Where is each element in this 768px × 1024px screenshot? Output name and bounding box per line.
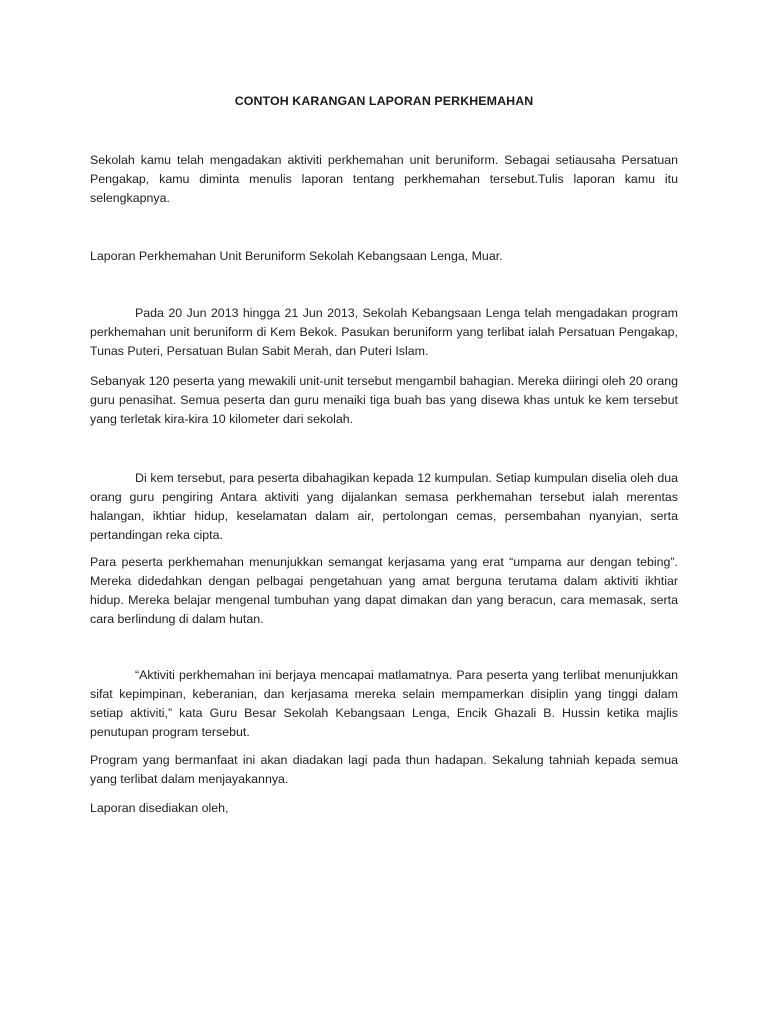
report-paragraph: Di kem tersebut, para peserta dibahagikan kepada 12 kumpulan. Setiap kumpulan diselia oleh dua orang guru pengiring Antara aktiviti yang dijalankan semasa perkhemahan tersebut ialah merentas halangan, ikhtiar hidup, keselamatan dalam air, pertolongan cemas, persembahan nyanyian, serta pertandingan reka cipta.: [90, 471, 678, 542]
report-signoff: Laporan disediakan oleh,: [90, 801, 229, 815]
report-heading: Laporan Perkhemahan Unit Beruniform Sekolah Kebangsaan Lenga, Muar.: [90, 249, 503, 263]
report-paragraph: Sebanyak 120 peserta yang mewakili unit-unit tersebut mengambil bahagian. Mereka diiringi oleh 20 orang guru penasihat. Semua peserta dan guru menaiki tiga buah bas yang disewa khas untuk ke kem tersebut yang terletak kira-kira 10 kilometer dari sekolah.: [90, 374, 678, 426]
task-instruction: Sekolah kamu telah mengadakan aktiviti perkhemahan unit beruniform. Sebagai setiausaha Persatuan Pengakap, kamu diminta menulis laporan tentang perkhemahan tersebut.Tulis laporan kamu itu selengkapnya.: [90, 153, 678, 205]
report-paragraph: Pada 20 Jun 2013 hingga 21 Jun 2013, Sekolah Kebangsaan Lenga telah mengadakan program perkhemahan unit beruniform di Kem Bekok. Pasukan beruniform yang terlibat ialah Persatuan Pengakap, Tunas Puteri, Persatuan Bulan Sabit Merah, dan Puteri Islam.: [90, 306, 678, 358]
document-title: CONTOH KARANGAN LAPORAN PERKHEMAHAN: [234, 94, 534, 108]
report-paragraph: “Aktiviti perkhemahan ini berjaya mencapai matlamatnya. Para peserta yang terlibat menunjukkan sifat kepimpinan, keberanian, dan kerjasama mereka selain mempamerkan disiplin yang tinggi dalam setiap aktiviti,” kata Guru Besar Sekolah Kebangsaan Lenga, Encik Ghazali B. Hussin ketika majlis penutupan program tersebut.: [90, 668, 678, 739]
report-paragraph: Program yang bermanfaat ini akan diadakan lagi pada thun hadapan. Sekalung tahniah kepada semua yang terlibat dalam menjayakannya.: [90, 753, 678, 786]
report-paragraph: Para peserta perkhemahan menunjukkan semangat kerjasama yang erat “umpama aur dengan tebing”. Mereka didedahkan dengan pelbagai pengetahuan yang amat berguna terutama dalam aktiviti ikhtiar hidup. Mereka belajar mengenal tumbuhan yang dapat dimakan dan yang beracun, cara memasak, serta cara berlindung di dalam hutan.: [90, 555, 678, 626]
